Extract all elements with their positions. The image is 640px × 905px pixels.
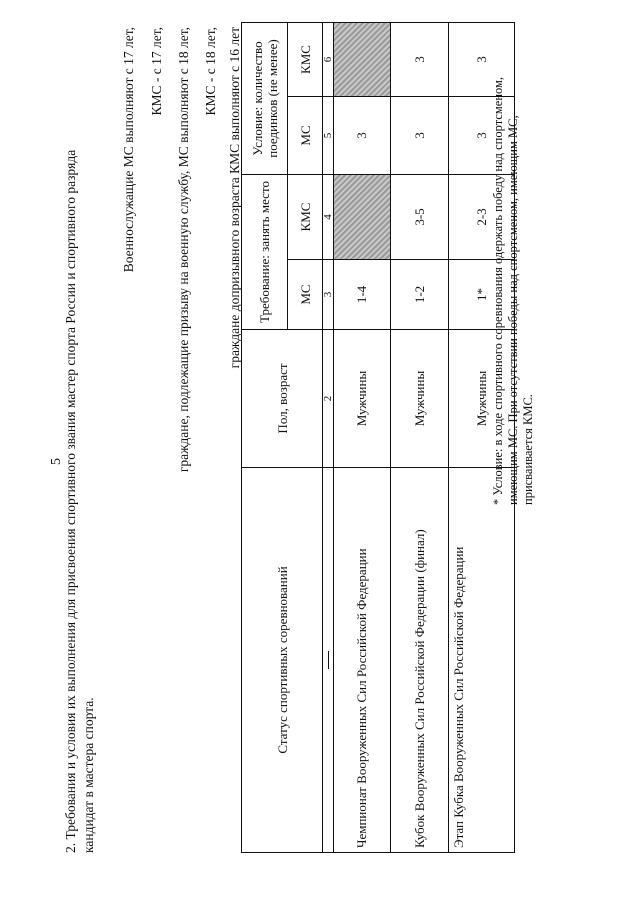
- header-gender-age: Пол, возраст: [242, 330, 323, 468]
- row-kms-duels: 3: [448, 22, 514, 96]
- row-status: Кубок Вооруженных Сил Российской Федерации (финал): [390, 468, 448, 853]
- header-place-kms: КМС: [288, 174, 323, 259]
- table-header-row: [242, 22, 288, 852]
- section-title-line2: кандидат в мастера спорта.: [81, 697, 96, 853]
- row-ms-place: 1-2: [390, 260, 448, 330]
- row-status: Этап Кубка Вооруженных Сил Российской Федерации: [448, 468, 514, 853]
- page-number: 5: [49, 458, 64, 465]
- row-ms-duels: 3: [390, 96, 448, 174]
- condition-line-2: КМС - с 17 лет,: [149, 27, 164, 116]
- header-duel-kms: КМС: [288, 22, 323, 96]
- row-ms-place: 1*: [448, 260, 514, 330]
- condition-line-3: граждане, подлежащие призыву на военную службу, МС выполняют с 18 лет,: [176, 27, 191, 473]
- header-status: Статус спортивных соревнований: [242, 468, 323, 853]
- table-row: [390, 22, 448, 852]
- section-title-line1: 2. Требования и условия их выполнения для присвоения спортивного звания мастер спорта России и спортивного разряда: [63, 149, 78, 853]
- col-number-1: [323, 468, 334, 853]
- condition-line-1: Военнослужащие МС выполняют с 17 лет,: [121, 27, 136, 273]
- header-place-ms: МС: [288, 260, 323, 330]
- row-ms-duels: 3: [448, 96, 514, 174]
- col-number-2: 2: [323, 330, 334, 468]
- row-status: Чемпионат Вооруженных Сил Российской Федерации: [334, 468, 391, 853]
- row-gender: Мужчины: [390, 330, 448, 468]
- header-duel-req: Условие: количество поединков (не менее): [242, 22, 288, 174]
- condition-line-4: КМС - с 18 лет,: [203, 27, 218, 116]
- row-kms-duels: 3: [390, 22, 448, 96]
- row-kms-duels-shaded: [334, 22, 391, 96]
- row-gender: Мужчины: [448, 330, 514, 468]
- row-kms-place: 2-3: [448, 174, 514, 259]
- header-place-req: Требование: занять место: [242, 174, 288, 329]
- row-kms-place-shaded: [334, 174, 391, 259]
- col-number-4: 4: [323, 174, 334, 259]
- condition-line-5: граждане допризывного возраста КМС выполняют с 16 лет: [227, 27, 242, 369]
- row-kms-place: 3-5: [390, 174, 448, 259]
- table-numbering-row: [323, 22, 334, 852]
- col-number-3: 3: [323, 260, 334, 330]
- row-ms-duels: 3: [334, 96, 391, 174]
- row-ms-place: 1-4: [334, 260, 391, 330]
- col-number-6: 6: [323, 22, 334, 96]
- dash-mark: [328, 651, 329, 669]
- row-gender: Мужчины: [334, 330, 391, 468]
- header-duel-ms: МС: [288, 96, 323, 174]
- col-number-5: 5: [323, 96, 334, 174]
- table-footnote: * Условие: в ходе спортивного соревнования одержать победу над спортсменом, имеющим МС. При отсутствии победы над спортсменом, имеющим МС, присваивается КМС.: [491, 76, 535, 505]
- qualification-table: [241, 22, 515, 853]
- table-row: [334, 22, 391, 852]
